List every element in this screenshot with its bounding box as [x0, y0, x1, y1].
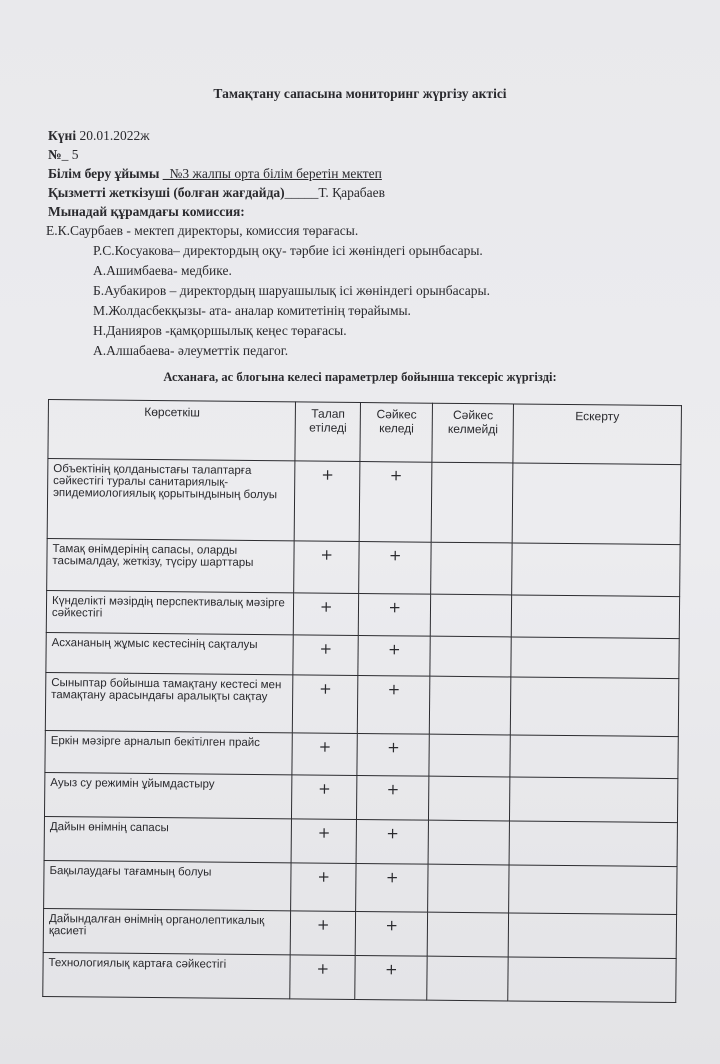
number-value: _ 5: [61, 147, 79, 162]
table-subheading: Асханаға, ас блогына келесі параметрлер бойынша тексеріс жүргізді:: [163, 370, 557, 384]
col-header-noncompliant: Сәйкес келмейді: [432, 403, 513, 463]
document-title: Тамақтану сапасына мониторинг жүргізу актісі: [213, 86, 507, 101]
table-row: [46, 590, 679, 638]
col-header-note: Ескерту: [513, 404, 682, 465]
date-label: Күні: [48, 128, 77, 143]
cell-required: +: [292, 733, 357, 776]
supplier-label: Қызметті жеткізуші (болған жағдайда): [48, 185, 285, 200]
cell-required: +: [294, 593, 359, 636]
cell-compliant: +: [358, 593, 431, 636]
cell-required: +: [291, 863, 356, 912]
cell-compliant: +: [357, 775, 430, 820]
number-label: №: [48, 147, 62, 162]
cell-indicator: Дайындалған өнімнің органолептикалық қасиеті: [43, 908, 291, 954]
table-row: [47, 538, 680, 596]
commission-member: Р.С.Косуакова– директордың оқу- тәрбие ісі жөніндегі орынбасары.: [93, 243, 483, 258]
commission-member: А.Алшабаева- әлеуметтік педагог.: [93, 343, 289, 358]
col-header-compliant: Сәйкес келеді: [360, 403, 433, 463]
cell-required: +: [292, 819, 357, 864]
org-line: [48, 166, 382, 182]
cell-required: +: [290, 955, 355, 1000]
cell-noncompliant: [428, 864, 509, 913]
cell-noncompliant: [431, 542, 512, 595]
table-row: [43, 952, 676, 1002]
cell-required: +: [294, 541, 359, 594]
cell-indicator: Дайын өнімнің сапасы: [44, 816, 292, 862]
cell-note: [508, 913, 676, 959]
table-row: [43, 908, 676, 958]
cell-note: [511, 595, 679, 639]
cell-noncompliant: [429, 776, 510, 821]
commission-member: Н.Данияров -қамқоршылық кеңес төрағасы.: [93, 323, 347, 338]
cell-compliant: +: [355, 911, 428, 956]
cell-indicator: Объектінің қолданыстағы талаптарға сәйкестігі туралы санитариялық-эпидемиологиялық қорытындының болуы: [47, 459, 295, 541]
cell-noncompliant: [429, 734, 510, 777]
cell-note: [508, 957, 676, 1003]
cell-note: [509, 777, 677, 823]
inspection-table: [42, 399, 682, 1003]
cell-compliant: +: [357, 675, 430, 734]
table-row: [44, 772, 677, 822]
cell-note: [510, 677, 679, 737]
table-row: [44, 816, 677, 866]
cell-compliant: +: [357, 733, 430, 776]
table-row: [45, 672, 679, 736]
cell-indicator: Сыныптар бойынша тамақтану кестесі мен тамақтану арасындағы аралықты сақтау: [45, 672, 293, 732]
cell-compliant: +: [359, 541, 432, 594]
commission-label: Мынадай құрамдағы комиссия:: [48, 204, 245, 219]
cell-note: [512, 463, 681, 545]
cell-required: +: [291, 911, 356, 956]
commission-member: М.Жолдасбекқызы- ата- аналар комитетінің төрайымы.: [93, 303, 411, 318]
cell-noncompliant: [429, 820, 510, 865]
commission-member: Б.Аубакиров – директордың шаруашылық ісі жөніндегі орынбасары.: [93, 283, 490, 298]
commission-member: А.Ашимбаева- медбике.: [93, 263, 232, 278]
number-line: [48, 147, 78, 163]
cell-required: +: [293, 635, 358, 676]
cell-noncompliant: [430, 676, 511, 735]
col-header-indicator: Көрсеткіш: [48, 400, 296, 461]
cell-note: [511, 637, 679, 679]
cell-compliant: +: [358, 635, 431, 676]
table-row: [44, 860, 677, 914]
cell-indicator: Күнделікті мәзірдің перспективалық мәзірге сәйкестігі: [46, 590, 294, 634]
cell-indicator: Технологиялық картаға сәйкестігі: [43, 952, 291, 998]
table-row: [47, 459, 681, 545]
table-header-row: [48, 400, 682, 465]
supplier-line: [48, 185, 385, 201]
cell-compliant: +: [355, 955, 428, 1000]
cell-indicator: Бақылаудағы тағамның болуы: [44, 860, 292, 910]
cell-noncompliant: [430, 636, 511, 677]
cell-noncompliant: [427, 956, 508, 1001]
supplier-value: _____Т. Қарабаев: [284, 185, 386, 200]
cell-note: [509, 821, 677, 867]
table-body: [43, 459, 681, 1003]
cell-noncompliant: [428, 912, 509, 957]
date-value: 20.01.2022ж: [79, 128, 150, 143]
cell-compliant: +: [356, 819, 429, 864]
cell-compliant: +: [359, 461, 432, 542]
org-label: Білім беру ұйымы: [48, 166, 160, 181]
table-row: [45, 730, 678, 778]
cell-required: +: [295, 461, 360, 542]
cell-note: [510, 735, 678, 779]
org-value: _№3 жалпы орта білім беретін мектеп: [162, 166, 382, 181]
cell-required: +: [293, 675, 358, 734]
cell-required: +: [292, 775, 357, 820]
cell-noncompliant: [431, 594, 512, 637]
cell-note: [509, 865, 677, 915]
commission-member: Е.К.Саурбаев - мектеп директоры, комиссия төрағасы.: [46, 223, 359, 238]
cell-noncompliant: [432, 462, 513, 543]
cell-indicator: Ауыз су режимін ұйымдастыру: [44, 772, 292, 818]
cell-indicator: Асхананың жұмыс кестесінің сақталуы: [46, 632, 294, 674]
cell-note: [512, 543, 681, 597]
cell-indicator: Еркін мәзірге арналып бекітілген прайс: [45, 730, 293, 774]
date-line: [48, 128, 150, 144]
col-header-required: Талап етіледі: [295, 402, 360, 462]
cell-indicator: Тамақ өнімдерінің сапасы, оларды тасымалдау, жеткізу, түсіру шарттары: [47, 538, 295, 592]
cell-compliant: +: [356, 863, 429, 912]
table-row: [46, 632, 679, 678]
